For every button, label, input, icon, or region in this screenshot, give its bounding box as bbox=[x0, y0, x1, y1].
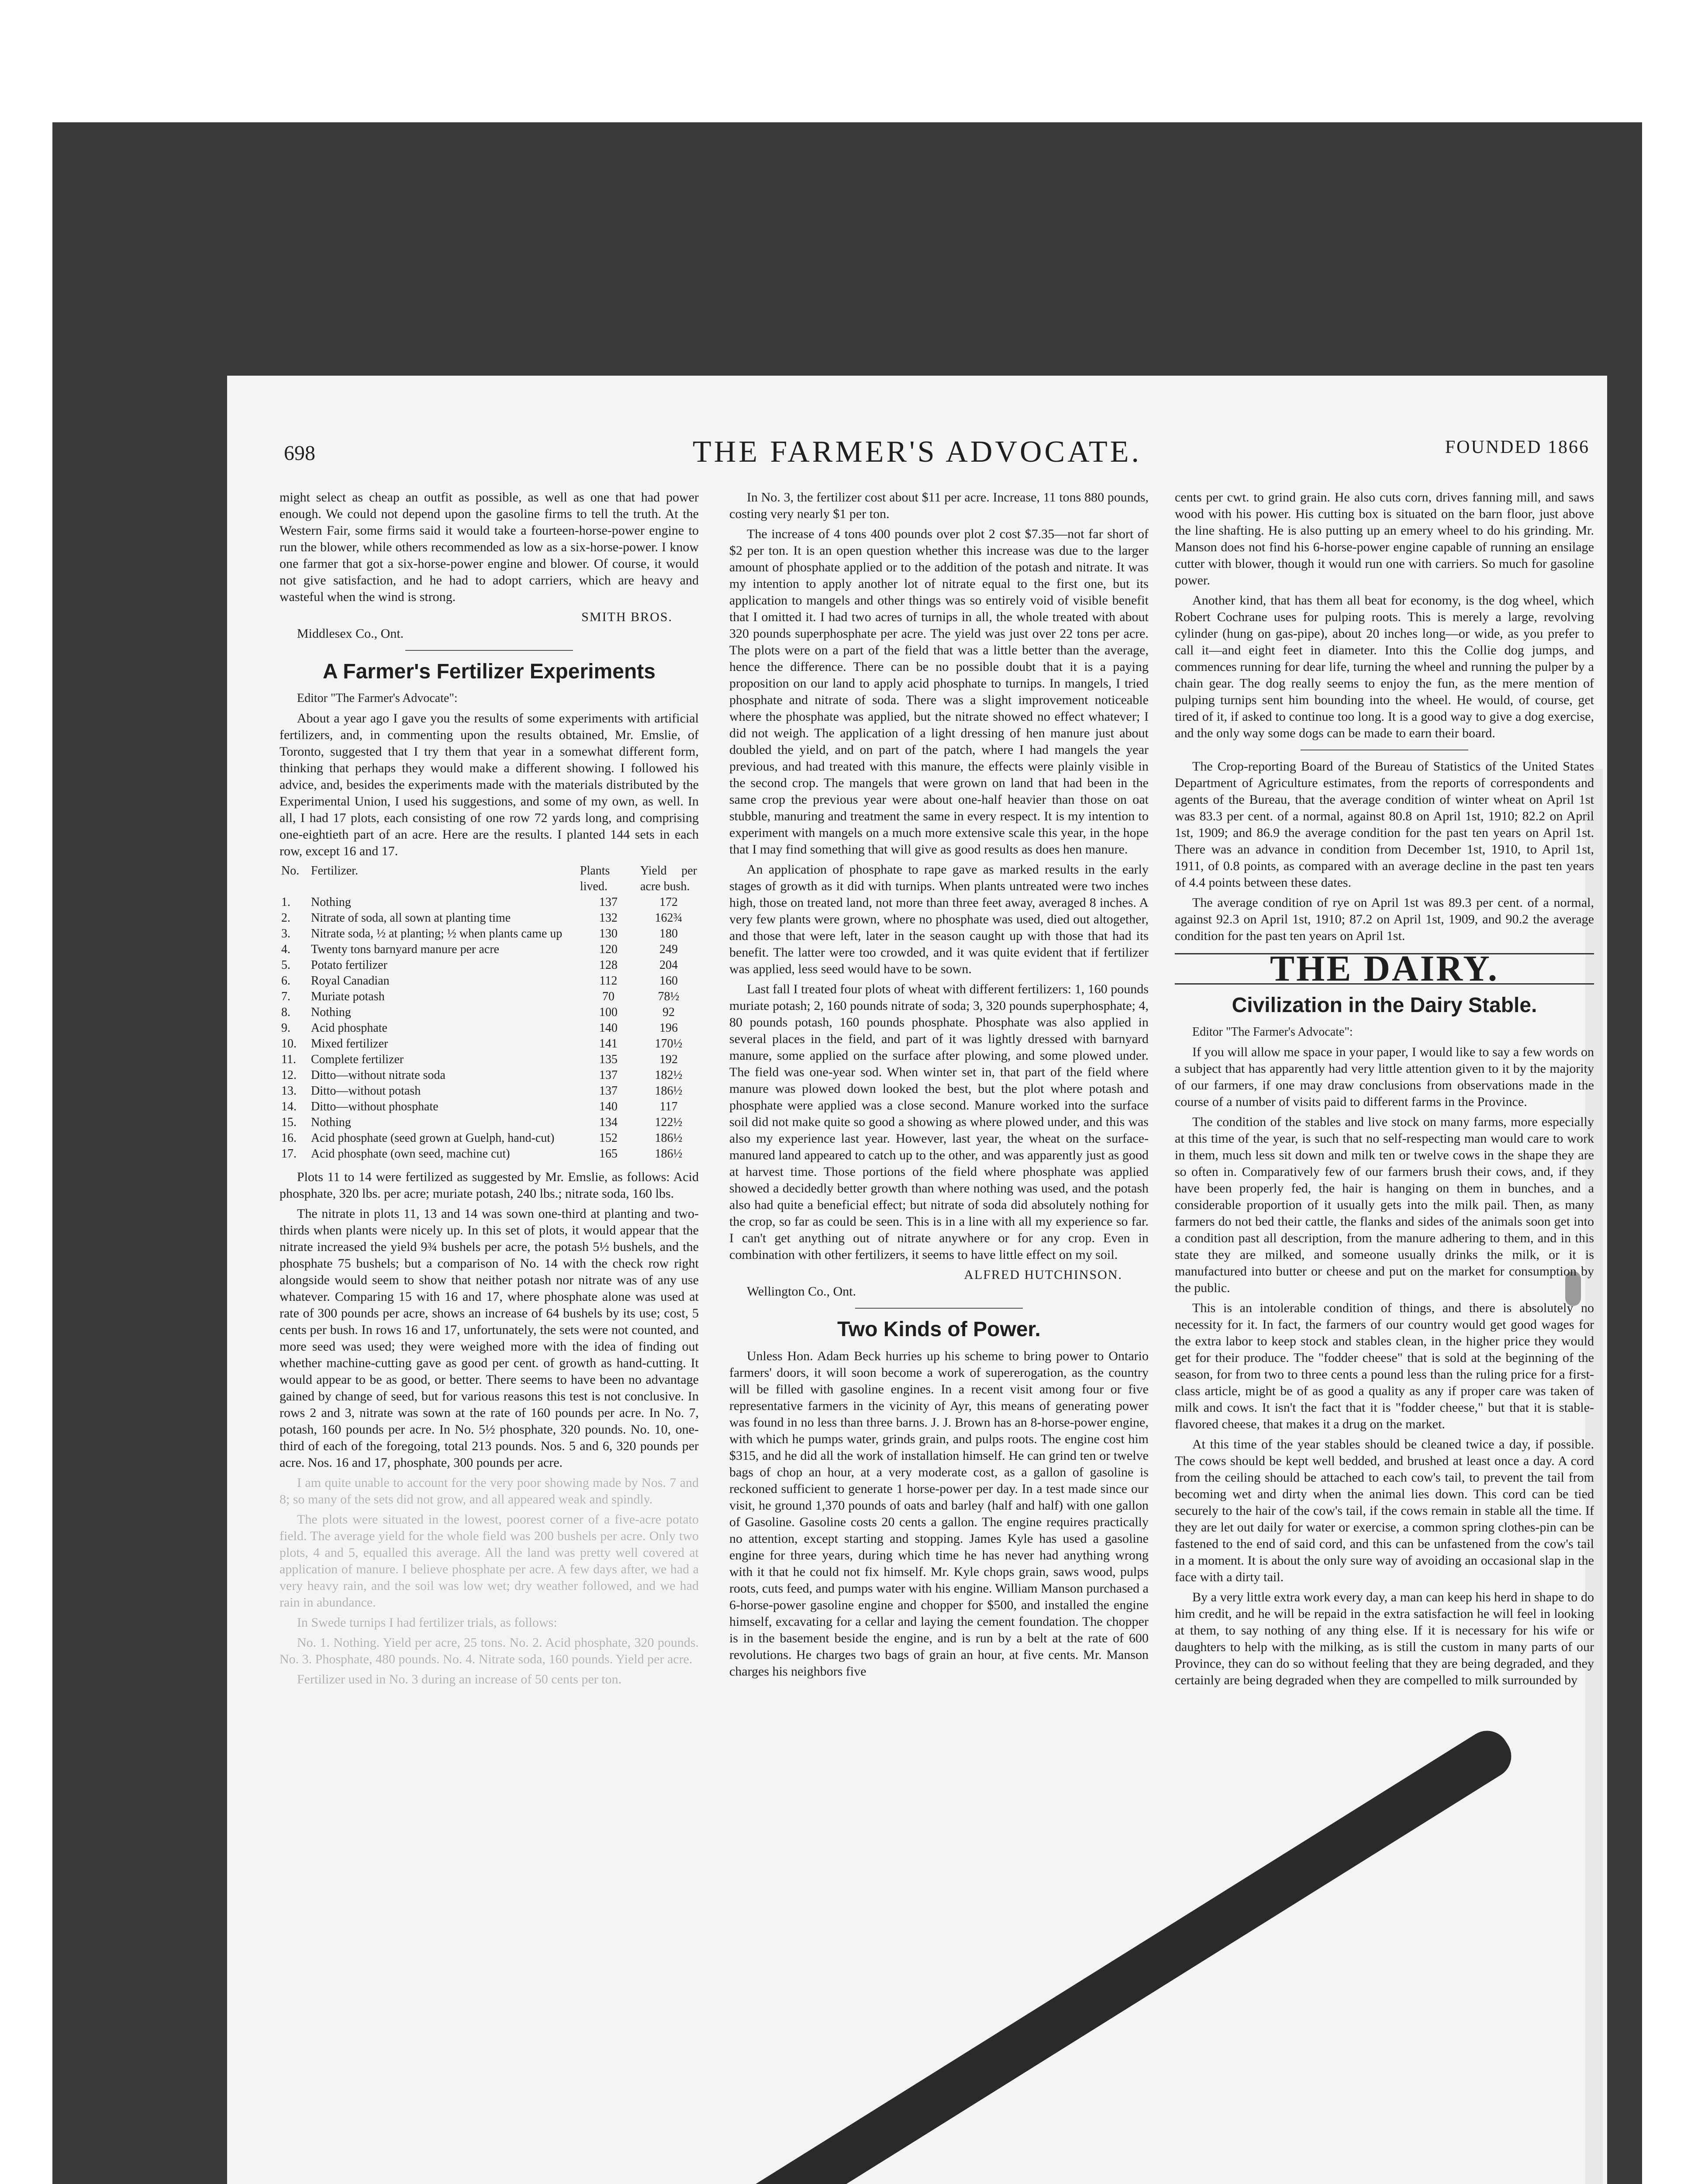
article-paragraph: Another kind, that has them all beat for economy, is the dog wheel, which Robert Cochrane uses for pulping roots. This is merely a large, revolving cylinder (hung on gas-pipe), about 20 inches long—or wide, as you prefer to call it—and eight feet in diameter. Into this the Collie dog jumps, and commences running for dear life, turning the wheel and running the pulper by a chain gear. The dog really seems to enjoy the fun, as the mere mention of pulping turnips sent him bounding into the wheel. He would, of course, get tired of it, if asked to continue too long. It is a good way to give a dog exercise, and the only way some dogs can be made to earn their board. bbox=[1175, 593, 1594, 740]
row-yield: 186½ bbox=[655, 1084, 683, 1098]
row-yield: 92 bbox=[663, 1006, 675, 1019]
article-paragraph: The condition of the stables and live stock on many farms, more especially at this time of the year, is such that no self-respecting man would care to work in them, much less sit down and milk ten or twelve cows in the shape they are so often in. Comparatively few of our farmers brush their cows, and, if they have been properly fed, the hair is hanging on them in bunches, and a considerable proportion of it usually gets into the milk pail. Then, as many farmers do not bed their cattle, the flanks and sides of the animals soon get into a condition past all description, from the manure adhering to them, and in this state they are milked, and someone usually drinks the milk, or it is manufactured into butter or cheese and put on the market for consumption by the public. bbox=[1175, 1115, 1594, 1295]
row-number: 16. bbox=[281, 1131, 297, 1145]
row-fertilizer: Acid phosphate bbox=[311, 1021, 387, 1035]
section-title-dairy: THE DAIRY. bbox=[1175, 953, 1594, 985]
editor-line: Editor "The Farmer's Advocate": bbox=[1192, 1025, 1353, 1039]
row-plants: 132 bbox=[599, 911, 618, 925]
row-number: 2. bbox=[281, 911, 290, 925]
faded-paragraph: No. 1. Nothing. Yield per acre, 25 tons. No. 2. Acid phosphate, 320 pounds. No. 3. Phosphate, 480 pounds. No. 4. Nitrate soda, 160 pounds. Yield per acre. bbox=[280, 1635, 699, 1666]
faded-paragraph: In Swede turnips I had fertilizer trials, as follows: bbox=[297, 1615, 557, 1630]
article-paragraph: The nitrate in plots 11, 13 and 14 was sown one-third at planting and two-thirds when plants were nicely up. In this set of plots, it would appear that the nitrate increased the yield 9¾ bushels per acre, the potash 5½ bushels, and the phosphate 75 bushels; but a comparison of No. 14 with the check row right alongside would seem to show that neither potash nor nitrate was of any use whatever. Comparing 15 with 16 and 17, where phosphate alone was used at rate of 300 pounds per acre, shows an increase of 64 bushels by its use; cost, 5 cents per bush. In rows 16 and 17, unfortunately, the sets were not counted, and more seed was used; they were weighed more with the idea of finding out whether machine-cutting gave as good per cent. of growth as hand-cutting. It would appear to be as good, or better. There seems to have been no advantage gained by change of seed, but for various reasons this test is not conclusive. In rows 2 and 3, nitrate was sown at the rate of 160 pounds per acre. In No. 7, potash, 160 pounds per acre. In No. 5½ phosphate, 320 pounds. No. 10, one-third of each of the foregoing, total 213 pounds. Nos. 5 and 6, 320 pounds per acre. Nos. 16 and 17, phosphate, 300 pounds per acre. bbox=[280, 1206, 699, 1470]
row-plants: 135 bbox=[599, 1053, 618, 1066]
row-number: 12. bbox=[281, 1068, 297, 1082]
row-fertilizer: Nothing bbox=[311, 895, 351, 909]
row-fertilizer: Nothing bbox=[311, 1116, 351, 1129]
row-number: 17. bbox=[281, 1147, 297, 1161]
article-paragraph: Unless Hon. Adam Beck hurries up his scheme to bring power to Ontario farmers' doors, it will soon become a work of supererogation, as the country will be filled with gasoline engines. In a recent visit among four or five representative farmers in the vicinity of Ayr, this means of generating power was found in no less than three barns. J. J. Brown has an 8-horse-power engine, with which he pumps water, grinds grain, and pulps roots. The engine cost him $315, and he did all the work of installation himself. He can grind ten or twelve bags of chop an hour, at a very moderate cost, as a gallon of gasoline is reckoned sufficient to generate 1 horse-power per day. In a test made since our visit, he ground 1,370 pounds of oats and barley (half and half) with one gallon of Gasoline. Gasoline costs 20 cents a gallon. The engine requires practically no attention, except starting and stopping. James Kyle has used a gasoline engine for three years, during which time he has never had anything wrong with it that he could not fix himself. Mr. Kyle chops grain, saws wood, pulps roots, cuts feed, and pumps water with his engine. William Manson purchased a 6-horse-power gasoline engine and chopper for $500, and installed the engine himself, excavating for a cellar and laying the cement foundation. The chopper is in the basement beside the engine, and is run by a belt at the rate of 600 revolutions. He charges two bags of grain an hour, at five cents. Mr. Manson charges his neighbors five bbox=[729, 1349, 1149, 1679]
row-plants: 112 bbox=[599, 974, 618, 988]
article-paragraph: Last fall I treated four plots of wheat with different fertilizers: 1, 160 pounds muriate potash; 2, 160 pounds nitrate of soda; 3, 320 pounds superphosphate; 4, 80 pounds potash, 160 pounds phosphate. Phosphate was also applied in several places in the field, and part of it was lightly dressed with barnyard manure, some applied on the surface after plowing, and some plowed under. The field was one-year sod. When winter set in, that part of the field where manure was plowed down looked the best, but the plot where potash and phosphate were applied was a close second. Manure worked into the surface soil did not make quite so good a showing as where plowed under, and this was also my experience last year. However, last year, the wheat on the surface-manured land appeared to catch up to the other, and was apparently just as good at harvest time. Those portions of the field where phosphate was applied showed a decidedly better growth than where nothing was used, and the potash also had quite a beneficial effect; but nitrate of soda did absolutely nothing for the crop, so far as could be seen. This is in a line with all my experience so far. I can't get anything out of nitrate anywhere or for any crop. Even in combination with other fertilizers, it seems to have little effect on my soil. bbox=[729, 982, 1149, 1262]
row-yield: 186½ bbox=[655, 1131, 683, 1145]
row-plants: 140 bbox=[599, 1100, 618, 1113]
table-row bbox=[280, 1020, 699, 1036]
row-plants: 134 bbox=[599, 1116, 618, 1129]
row-fertilizer: Potato fertilizer bbox=[311, 958, 387, 972]
row-fertilizer: Royal Canadian bbox=[311, 974, 390, 988]
table-row bbox=[280, 1052, 699, 1068]
masthead: THE FARMER'S ADVOCATE. bbox=[692, 435, 1142, 469]
table-row bbox=[280, 973, 699, 989]
intro-paragraph: might select as cheap an outfit as possible, as well as one that had power enough. We could not depend upon the gasoline firms to tell the truth. At the Western Fair, some firms said it would take a fourteen-horse-power engine to run the blower, while others recommended as low as a six-horse-power. I know one farmer that got a six-horse-power engine and blower. Of course, it would not give satisfaction, and he had to adopt carriers, which are heavy and wasteful when the wind is strong. bbox=[280, 490, 699, 604]
divider bbox=[405, 650, 573, 651]
table-row bbox=[280, 989, 699, 1005]
row-number: 8. bbox=[281, 1006, 290, 1019]
row-number: 3. bbox=[281, 927, 290, 940]
row-fertilizer: Ditto—without nitrate soda bbox=[311, 1068, 445, 1082]
location: Wellington Co., Ont. bbox=[747, 1284, 856, 1299]
row-number: 6. bbox=[281, 974, 290, 988]
row-plants: 141 bbox=[599, 1037, 618, 1051]
row-plants: 120 bbox=[599, 943, 618, 956]
page-number: 698 bbox=[284, 442, 315, 465]
faded-text-block bbox=[280, 1475, 699, 1688]
faded-paragraph: Fertilizer used in No. 3 during an increase of 50 cents per ton. bbox=[297, 1672, 622, 1686]
table-row bbox=[280, 1146, 699, 1162]
row-yield: 170½ bbox=[655, 1037, 683, 1051]
row-plants: 165 bbox=[599, 1147, 618, 1161]
divider bbox=[855, 1308, 1023, 1309]
row-number: 13. bbox=[281, 1084, 297, 1098]
article-paragraph: About a year ago I gave you the results of some experiments with artificial fertilizers, and, in commenting upon the results obtained, Mr. Emslie, of Toronto, suggested that I try them that year in a somewhat different form, thinking that perhaps they would make a different showing. I followed his advice, and, besides the experiments made with the materials distributed by the Experimental Union, I used his suggestions, and some of my own, as well. In all, I had 17 plots, each consisting of one row 72 yards long, and comprising one-eightieth part of an acre. Here are the results. I planted 144 sets in each row, except 16 and 17. bbox=[280, 711, 699, 858]
article-paragraph: At this time of the year stables should be cleaned twice a day, if possible. The cows should be kept well bedded, and brushed at least once a day. A cord from the ceiling should be attached to each cow's tail, to prevent the tail from becoming wet and dirty when the animal lies down. This cord can be tied securely to the hair of the cow's tail, if the cows remain in stable all the time. If they are let out daily for water or exercise, a common spring clothes-pin can be fastened to the end of said cord, and this can be unfastened from the cow's tail in a moment. It is about the only sure way of avoiding an occasional slap in the face with a dirty tail. bbox=[1175, 1437, 1594, 1584]
article-paragraph: In No. 3, the fertilizer cost about $11 per acre. Increase, 11 tons 880 pounds, costing very nearly $1 per ton. bbox=[729, 490, 1149, 521]
fertilizer-table bbox=[280, 863, 699, 1162]
row-number: 10. bbox=[281, 1037, 297, 1051]
table-row bbox=[280, 942, 699, 957]
intro-signature: SMITH BROS. bbox=[581, 610, 673, 624]
column-2 bbox=[729, 489, 1149, 1683]
column-3 bbox=[1175, 489, 1594, 1692]
row-yield: 160 bbox=[659, 974, 678, 988]
table-row bbox=[280, 1099, 699, 1115]
row-number: 11. bbox=[281, 1053, 296, 1066]
article-paragraph: This is an intolerable condition of things, and there is absolutely no necessity for it. In fact, the farmers of our country would get good wages for the extra labor to keep stock and stables clean, in the higher price they would get for their produce. The "fodder cheese" that is sold at the beginning of the season, for from two to three cents a pound less than the ruling price for a first-class article, might be of as good a quality as any if proper care was taken of milk and cows. It isn't the fact that it is "fodder cheese," but that it is stable-flavored cheese, that makes it a drug on the market. bbox=[1175, 1301, 1594, 1431]
row-yield: 78½ bbox=[658, 990, 680, 1003]
table-row bbox=[280, 1115, 699, 1130]
row-number: 5. bbox=[281, 958, 290, 972]
row-yield: 180 bbox=[659, 927, 678, 940]
row-fertilizer: Acid phosphate (seed grown at Guelph, hand-cut) bbox=[311, 1131, 555, 1145]
row-yield: 172 bbox=[659, 895, 678, 909]
row-plants: 130 bbox=[599, 927, 618, 940]
row-plants: 152 bbox=[599, 1131, 618, 1145]
crop-report-paragraph: The average condition of rye on April 1st was 89.3 per cent. of a normal, against 92.3 on April 1st, 1910; 87.2 on April 1st, 1909, and 90.2 the average condition for the past ten years on April 1st. bbox=[1175, 895, 1594, 943]
article-paragraph: Plots 11 to 14 were fertilized as suggested by Mr. Emslie, as follows: Acid phosphate, 320 lbs. per acre; muriate potash, 240 lbs.; nitrate soda, 160 lbs. bbox=[280, 1170, 699, 1201]
row-number: 7. bbox=[281, 990, 290, 1003]
table-row bbox=[280, 926, 699, 942]
row-plants: 140 bbox=[599, 1021, 618, 1035]
article-paragraph: cents per cwt. to grind grain. He also cuts corn, drives fanning mill, and saws wood with his power. His cutting box is situated on the barn floor, just above the line shafting. He is also putting up an emery wheel to do his grinding. Mr. Manson does not find his 6-horse-power engine capable of running an ensilage cutter with blower, though it would run one with carriers. So much for gasoline power. bbox=[1175, 490, 1594, 587]
row-yield: 204 bbox=[659, 958, 678, 972]
row-yield: 186½ bbox=[655, 1147, 683, 1161]
row-yield: 162¾ bbox=[655, 911, 683, 925]
row-fertilizer: Complete fertilizer bbox=[311, 1053, 404, 1066]
col-header-yield: Yield per acre bush. bbox=[640, 864, 697, 893]
founded-line: FOUNDED 1866 bbox=[1445, 437, 1590, 457]
row-yield: 192 bbox=[659, 1053, 678, 1066]
col-header-no: No. bbox=[281, 864, 300, 878]
row-plants: 100 bbox=[599, 1006, 618, 1019]
article-title-power: Two Kinds of Power. bbox=[837, 1318, 1041, 1341]
article-paragraph: If you will allow me space in your paper, I would like to say a few words on a subject that has apparently had very little attention given to it by the majority of our farmers, if one may draw conclusions from observations made in the course of a number of visits paid to different farms in the Province. bbox=[1175, 1045, 1594, 1109]
article-title-dairy: Civilization in the Dairy Stable. bbox=[1232, 994, 1537, 1017]
table-row bbox=[280, 1068, 699, 1083]
row-fertilizer: Nitrate of soda, all sown at planting time bbox=[311, 911, 511, 925]
row-number: 15. bbox=[281, 1116, 297, 1129]
signature: ALFRED HUTCHINSON. bbox=[964, 1268, 1122, 1282]
row-fertilizer: Ditto—without phosphate bbox=[311, 1100, 438, 1113]
row-plants: 70 bbox=[602, 990, 614, 1003]
table-row bbox=[280, 1036, 699, 1052]
col-header-plants: Plants lived. bbox=[580, 864, 610, 893]
table-row bbox=[280, 1005, 699, 1020]
row-plants: 128 bbox=[599, 958, 618, 972]
table-row bbox=[280, 910, 699, 926]
row-number: 14. bbox=[281, 1100, 297, 1113]
editor-line: Editor "The Farmer's Advocate": bbox=[297, 691, 458, 705]
row-yield: 117 bbox=[659, 1100, 678, 1113]
row-fertilizer: Ditto—without potash bbox=[311, 1084, 421, 1098]
row-plants: 137 bbox=[599, 1068, 618, 1082]
row-plants: 137 bbox=[599, 895, 618, 909]
row-number: 1. bbox=[281, 895, 290, 909]
row-yield: 122½ bbox=[655, 1116, 683, 1129]
row-number: 9. bbox=[281, 1021, 290, 1035]
row-fertilizer: Muriate potash bbox=[311, 990, 385, 1003]
row-yield: 196 bbox=[659, 1021, 678, 1035]
faded-paragraph: The plots were situated in the lowest, poorest corner of a five-acre potato field. The average yield for the whole field was 200 bushels per acre. Only two plots, 4 and 5, equalled this average. All the land was pretty well covered at application of manure. I believe phosphate per acre. A few days after, we had a very heavy rain, and the soil was low wet; dry weather followed, and we had rain in abundance. bbox=[280, 1512, 699, 1610]
faded-paragraph: I am quite unable to account for the very poor showing made by Nos. 7 and 8; so many of the sets did not grow, and all appeared weak and spindly. bbox=[280, 1476, 699, 1507]
table-row bbox=[280, 1130, 699, 1146]
article-paragraph: An application of phosphate to rape gave as marked results in the early stages of growth as it did with turnips. When plants untreated were two inches high, those on treated land, not more than three feet away, averaged 8 inches. A very few plants were grown, where no phosphate was used, died out altogether, and those that were left, later in the season caught up with those that had its benefit. The latter were too crowded, and it was quite evident that if fertilizer was applied, less seed would have to be sown. bbox=[729, 862, 1149, 976]
article-title-fertilizer: A Farmer's Fertilizer Experiments bbox=[323, 660, 656, 683]
newspaper-page bbox=[227, 376, 1607, 2184]
table-body bbox=[280, 895, 699, 1162]
col-header-fertilizer: Fertilizer. bbox=[311, 864, 359, 878]
row-yield: 249 bbox=[659, 943, 678, 956]
row-fertilizer: Twenty tons barnyard manure per acre bbox=[311, 943, 500, 956]
row-fertilizer: Nothing bbox=[311, 1006, 351, 1019]
intro-location: Middlesex Co., Ont. bbox=[297, 626, 404, 641]
article-paragraph: The increase of 4 tons 400 pounds over plot 2 cost $7.35—not far short of $2 per ton. It is an open question whether this increase was due to the larger amount of phosphate applied or to the addition of the potash and nitrate. It was my intention to apply another lot of nitrate equal to the first one, but its application to mangels and other things was so entirely void of visible benefit that I omitted it. I had two acres of turnips in all, the whole treated with about 320 pounds superphosphate per acre. The yield was just over 22 tons per acre. The plots were on a part of the field that was a little better than the average, hence the difference. There can be no possible doubt that it is a paying proposition on our land to apply acid phosphate to turnips. In mangels, I tried phosphate and nitrate of soda. There was a slight improvement noticeable where the phosphate was applied, but the nitrate showed no effect whatever; I did not weigh. The application of a light dressing of hen manure just about doubled the yield, and on part of the patch, where I had mangels the year previous, and had treated with this manure, the effects were plainly visible in the second crop. The mangels that were grown on land that had been in the same crop the previous year were about one-half heavier than those on oat stubble, manuring and treatment the same in every respect. It is my intention to experiment with mangels on a much more extensive scale this year, in the hope that I may find something that will give as good results as does hen manure. bbox=[729, 527, 1149, 857]
article-paragraph: By a very little extra work every day, a man can keep his herd in shape to do him credit, and he will be repaid in the extra satisfaction he will feel in looking at them, to say nothing of any thing else. If it is necessary for his wife or daughters to help with the milking, as is still the custom in many parts of our Province, they can do so without feeling that they are being degraded, and they certainly are being degraded when they are compelled to milk surrounded by bbox=[1175, 1590, 1594, 1687]
row-fertilizer: Acid phosphate (own seed, machine cut) bbox=[311, 1147, 510, 1161]
table-header-row bbox=[280, 863, 699, 895]
row-fertilizer: Nitrate soda, ½ at planting; ½ when plants came up bbox=[311, 927, 562, 940]
row-number: 4. bbox=[281, 943, 290, 956]
row-plants: 137 bbox=[599, 1084, 618, 1098]
column-1 bbox=[280, 489, 699, 1691]
row-yield: 182½ bbox=[655, 1068, 683, 1082]
table-row bbox=[280, 895, 699, 910]
row-fertilizer: Mixed fertilizer bbox=[311, 1037, 388, 1051]
crop-report-paragraph: The Crop-reporting Board of the Bureau of Statistics of the United States Department of Agriculture estimates, from the reports of correspondents and agents of the Bureau, that the average condition of winter wheat on April 1st was 83.3 per cent. of a normal, against 80.8 on April 1st, 1910; 82.2 on April 1st, 1909; and 86.9 the average condition for the past ten years on April 1st. There was an advance in condition from December 1st, 1910, to April 1st, 1911, of 0.8 points, as compared with an average decline in the past ten years of 4.4 points between these dates. bbox=[1175, 759, 1594, 890]
table-row bbox=[280, 957, 699, 973]
table-row bbox=[280, 1083, 699, 1099]
